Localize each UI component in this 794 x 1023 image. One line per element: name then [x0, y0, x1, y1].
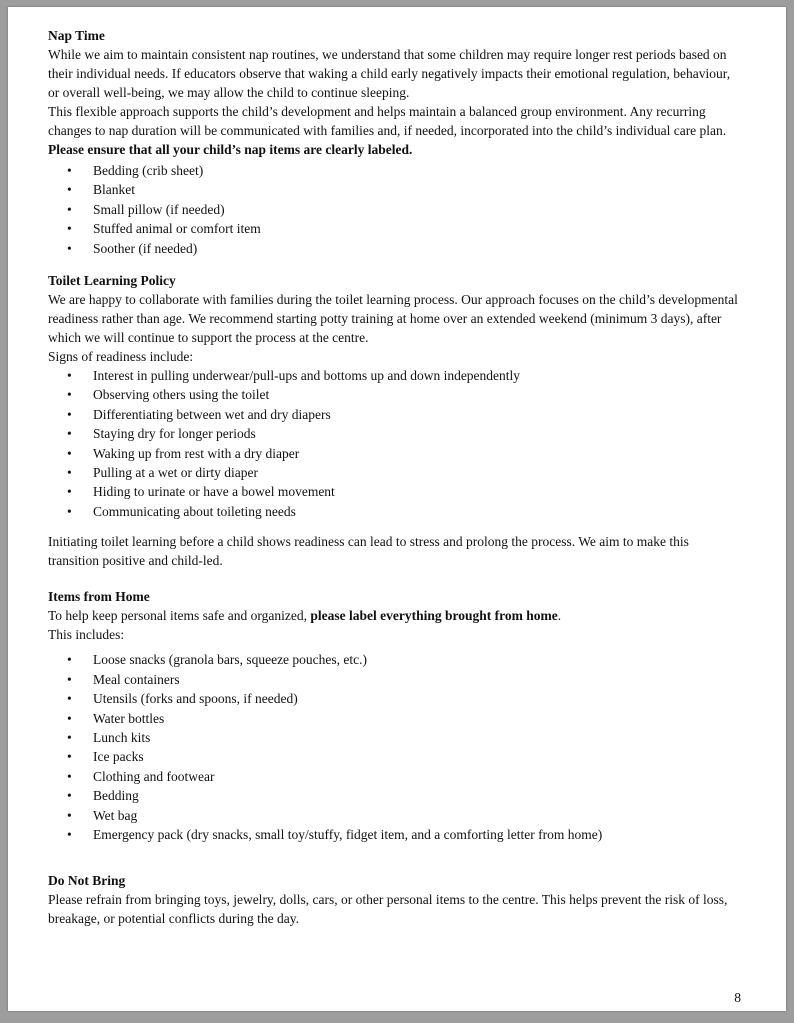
do-not-bring-paragraph: Please refrain from bringing toys, jewelry, dolls, cars, or other personal items to the centre. This helps prevent the risk of loss, breakage, or potential conflicts during the day.: [48, 892, 728, 927]
list-item: • Small pillow (if needed): [48, 200, 738, 219]
list-item: • Blanket: [48, 180, 738, 199]
list-item: • Hiding to urinate or have a bowel movement: [48, 482, 738, 501]
items-intro-bold: please label everything brought from home: [310, 608, 558, 624]
nap-paragraph-1: While we aim to maintain consistent nap routines, we understand that some children may require longer rest periods based on their individual needs. If educators observe that waking a child early negatively impacts their emotional regulation, behaviour, or overall well-being, we may allow the child to continue sleeping.: [48, 47, 731, 100]
list-item: • Wet bag: [48, 806, 738, 825]
section-heading-do-not-bring: Do Not Bring: [48, 873, 126, 889]
list-item: • Stuffed animal or comfort item: [48, 219, 738, 238]
section-heading-items-from-home: Items from Home: [48, 589, 150, 605]
list-item: • Lunch kits: [48, 728, 738, 747]
items-intro-normal: To help keep personal items safe and organized,: [48, 608, 311, 624]
list-item: • Interest in pulling underwear/pull-ups and bottoms up and down independently: [48, 366, 738, 385]
list-item: • Bedding: [48, 786, 738, 805]
page-number: 8: [734, 990, 741, 1005]
list-item: • Soother (if needed): [48, 239, 738, 258]
toilet-paragraph-2: Initiating toilet learning before a child shows readiness can lead to stress and prolong the process. We aim to make this transition positive and child-led.: [48, 534, 689, 569]
toilet-paragraph-1: We are happy to collaborate with families during the toilet learning process. Our approach focuses on the child’s developmental readiness rather than age. We recommend starting potty training at home over an extended weekend (minimum 3 days), after which we will continue to support the process at the centre.: [48, 292, 738, 346]
nap-label-note: Please ensure that all your child’s nap items are clearly labeled.: [48, 142, 413, 157]
list-item: • Observing others using the toilet: [48, 385, 738, 404]
items-from-home-list: [48, 650, 738, 844]
toilet-list-intro: Signs of readiness include:: [48, 349, 194, 365]
list-item: • Water bottles: [48, 709, 738, 728]
list-item: • Meal containers: [48, 670, 738, 689]
section-heading-nap-time: Nap Time: [48, 28, 105, 43]
items-intro-line: [48, 606, 738, 625]
list-item: • Ice packs: [48, 747, 738, 766]
list-item: • Emergency pack (dry snacks, small toy/stuffy, fidget item, and a comforting letter from home): [48, 825, 738, 844]
list-item: • Waking up from rest with a dry diaper: [48, 444, 738, 463]
items-intro-period: .: [557, 608, 562, 624]
list-item: • Utensils (forks and spoons, if needed): [48, 689, 738, 708]
document-page: [8, 7, 786, 1011]
list-item: • Differentiating between wet and dry diapers: [48, 405, 738, 424]
nap-paragraph-2: This flexible approach supports the child’s development and helps maintain a balanced group environment. Any recurring changes to nap duration will be communicated with families and, if needed, incorporated into the child’s individual care plan.: [48, 104, 727, 138]
section-heading-toilet-learning: Toilet Learning Policy: [48, 273, 176, 289]
nap-items-list: [48, 161, 738, 258]
items-list-intro: This includes:: [48, 627, 125, 643]
readiness-signs-list: [48, 366, 738, 521]
list-item: • Communicating about toileting needs: [48, 502, 738, 521]
list-item: • Clothing and footwear: [48, 767, 738, 786]
list-item: • Bedding (crib sheet): [48, 161, 738, 180]
list-item: • Pulling at a wet or dirty diaper: [48, 463, 738, 482]
list-item: • Loose snacks (granola bars, squeeze pouches, etc.): [48, 650, 738, 669]
list-item: • Staying dry for longer periods: [48, 424, 738, 443]
